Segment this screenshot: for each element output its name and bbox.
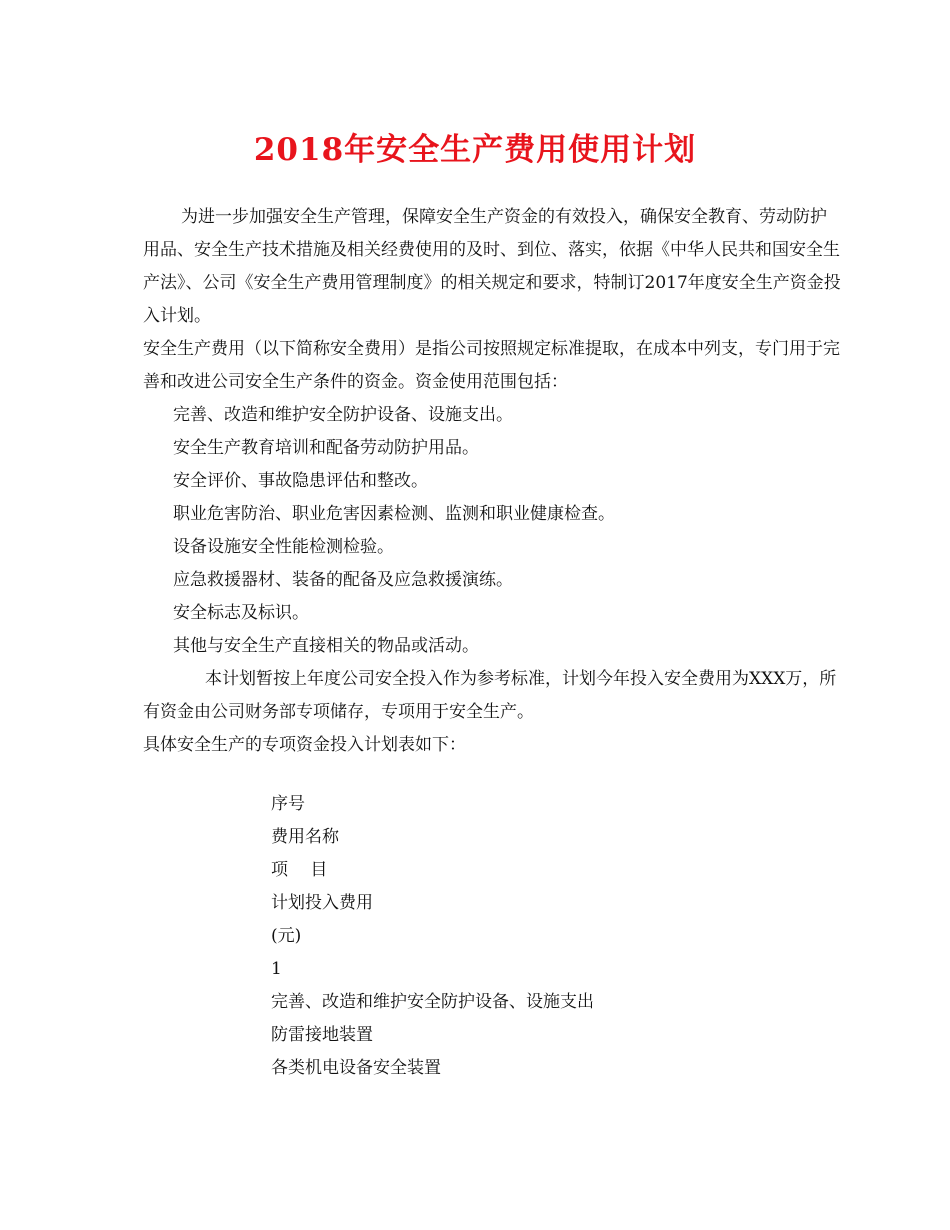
table-line: 计划投入费用 [271, 893, 373, 913]
document-body [143, 201, 843, 762]
intro-paragraph: 为进一步加强安全生产管理，保障安全生产资金的有效投入，确保安全教育、劳动防护用品、安全生产技术措施及相关经费使用的及时、到位、落实，依据《中华人民共和国安全生产法》、公司《安全生产费用管理制度》的相关规定和要求，特制订2017年度安全生产资金投入计划。 [143, 207, 841, 326]
scope-item: 安全生产教育培训和配备劳动防护用品。 [173, 438, 479, 458]
scope-item: 应急救援器材、装备的配备及应急救援演练。 [173, 570, 513, 590]
table-line: 项 目 [271, 860, 328, 880]
scope-list [143, 399, 843, 663]
plan-paragraph: 本计划暂按上年度公司安全投入作为参考标准，计划今年投入安全费用为XXX万，所有资金由公司财务部专项储存，专项用于安全生产。 [143, 669, 837, 722]
scope-item: 设备设施安全性能检测检验。 [173, 537, 394, 557]
scope-item: 完善、改造和维护安全防护设备、设施支出。 [173, 405, 513, 425]
scope-item: 其他与安全生产直接相关的物品或活动。 [173, 636, 479, 656]
scope-item: 职业危害防治、职业危害因素检测、监测和职业健康检查。 [173, 504, 615, 524]
table-line: 序号 [271, 794, 305, 814]
plan-table-text [271, 788, 594, 1085]
table-line: (元) [271, 926, 302, 946]
table-line: 1 [271, 959, 282, 979]
table-line: 防雷接地装置 [271, 1025, 373, 1045]
table-intro: 具体安全生产的专项资金投入计划表如下： [143, 735, 466, 755]
table-line: 完善、改造和维护安全防护设备、设施支出 [271, 992, 594, 1012]
definition-paragraph: 安全生产费用（以下简称安全费用）是指公司按照规定标准提取，在成本中列支，专门用于完善和改进公司安全生产条件的资金。资金使用范围包括： [143, 339, 840, 392]
scope-item: 安全评价、事故隐患评估和整改。 [173, 471, 428, 491]
scope-item: 安全标志及标识。 [173, 603, 309, 623]
table-line: 费用名称 [271, 827, 339, 847]
table-line: 各类机电设备安全装置 [271, 1058, 441, 1078]
document-title: 2018年安全生产费用使用计划 [253, 132, 697, 168]
